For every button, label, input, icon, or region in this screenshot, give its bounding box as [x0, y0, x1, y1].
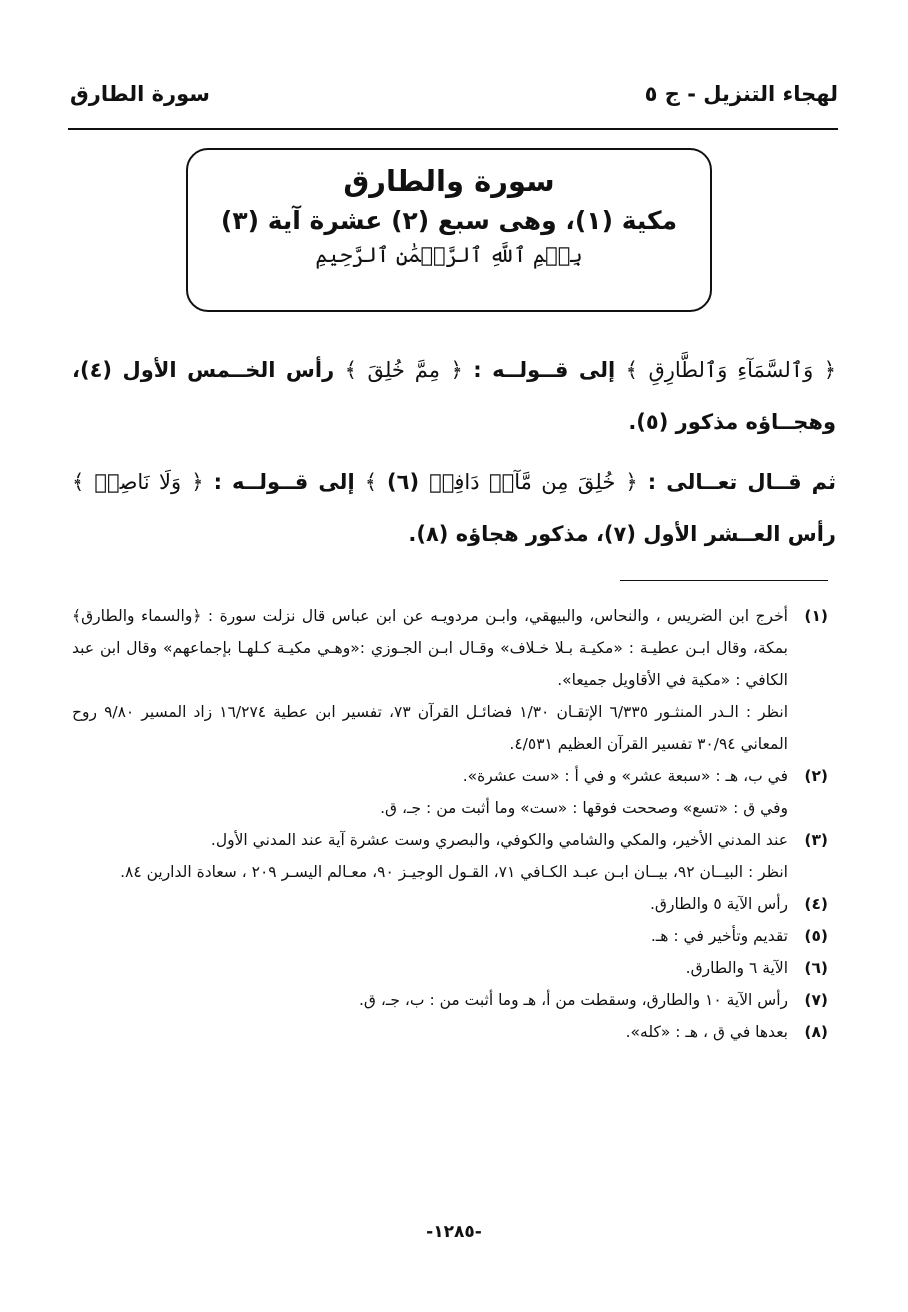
footnote-6	[72, 952, 828, 984]
quran-verse: مِمَّ خُلِقَ	[367, 358, 440, 382]
footnote-number: (٥)	[804, 927, 828, 945]
ornate-bracket-close: ﴾	[344, 358, 357, 382]
footnote-text: رأس الآية ٥ والطارق.	[650, 895, 788, 913]
ornate-bracket-open: ﴿	[823, 358, 837, 382]
footnote-text: أخرج ابن الضريس ، والنحاس، والبيهقي، وابـن مردويـه عن ابن عباس قال نزلت سورة : ﴿والسماء والطارق﴾ بمكة، وقال ابـن عطيـة : «مكيـة بـلا خـلاف» وقـال ابـن الجـوزي :«وهـي مكيـة كـلهـا بإجماعهم» وقال ابن عبد الكافي : «مكية في الأقاويل جميعا».	[72, 607, 788, 689]
footnote-text: رأس الآية ١٠ والطارق، وسقطت من أ، هـ وما أثبت من : ب، جـ، ق.	[359, 991, 788, 1009]
running-header	[70, 82, 838, 130]
footnote-text: عند المدني الأخير، والمكي والشامي والكوفي، والبصري وست عشرة آية عند المدني الأول.	[210, 831, 788, 849]
quran-verse: وَٱلسَّمَآءِ وَٱلطَّارِقِ	[648, 358, 814, 382]
footnote-separator	[620, 580, 828, 581]
quran-verse: وَلَا نَاصِرٖ	[94, 470, 182, 494]
header-book-title: لهجاء التنزيل - ج ٥	[644, 82, 838, 106]
paragraph-text: ثم قــال تعــالى :	[637, 470, 836, 494]
surah-subtitle: مكية (١)، وهى سبع (٢) عشرة آية (٣)	[220, 206, 678, 235]
paragraph-text: رأس العــشر الأول (٧)، مذكور هجاؤه (٨).	[408, 522, 836, 546]
footnote-8	[72, 1016, 828, 1048]
footnote-number: (٧)	[804, 991, 828, 1009]
footnote-number: (٦)	[804, 959, 828, 977]
paragraph-2	[72, 456, 836, 560]
footnote-text: انظر : الـدر المنثـور ٦/٣٣٥ الإتقـان ١/٣٠ فضائـل القرآن ٧٣، تفسير ابن عطية ١٦/٢٧٤ زاد المسير ٩/٨٠ روح المعاني ٣٠/٩٤ تفسير القرآن العظيم ٤/٥٣١.	[72, 703, 789, 753]
paragraph-1	[72, 344, 836, 448]
surah-title-box	[186, 148, 712, 312]
ornate-bracket-close: ﴾	[364, 470, 378, 494]
footnote-text: في ب، هـ : «سبعة عشر» و في أ : «ست عشرة».	[462, 767, 788, 785]
paragraph-text: إلى قــولــه :	[462, 358, 616, 382]
header-surah-name: سورة الطارق	[70, 82, 210, 106]
ornate-bracket-open: ﴿	[625, 470, 638, 494]
footnote-2	[72, 760, 828, 824]
footnotes	[72, 600, 828, 1048]
paragraph-text: رأس الخــمس الأول (٤)، وهجــاؤه مذكور (٥).	[72, 358, 836, 434]
basmala: بِسۡمِ ٱللَّهِ ٱلرَّحۡمَٰنِ ٱلرَّحِيمِ	[315, 243, 583, 267]
page-number: -١٢٨٥-	[426, 1222, 482, 1242]
footnote-number: (٣)	[804, 831, 828, 849]
footnote-ref: (٦)	[377, 470, 420, 494]
header-rule	[68, 128, 838, 130]
footnote-number: (٤)	[804, 895, 828, 913]
footnote-1	[72, 600, 828, 760]
ornate-bracket-close: ﴾	[625, 358, 638, 382]
footnote-number: (٢)	[804, 767, 828, 785]
ornate-bracket-open: ﴿	[450, 358, 463, 382]
footnote-number: (١)	[804, 607, 828, 625]
footnote-number: (٨)	[804, 1023, 828, 1041]
footnote-5	[72, 920, 828, 952]
footnote-4	[72, 888, 828, 920]
footnote-3	[72, 824, 828, 888]
footnote-7	[72, 984, 828, 1016]
footnote-text: بعدها في ق ، هـ : «كله».	[625, 1023, 788, 1041]
footnote-text: الآية ٦ والطارق.	[685, 959, 788, 977]
ornate-bracket-open: ﴿	[191, 470, 204, 494]
ornate-bracket-close: ﴾	[72, 470, 85, 494]
footnote-text: وفي ق : «تسع» وصححت فوقها : «ست» وما أثبت من : جـ، ق.	[380, 799, 788, 817]
footnote-text: تقديم وتأخير في : هـ.	[650, 927, 788, 945]
quran-verse: خُلِقَ مِن مَّآءٖ دَافِقٖ	[429, 470, 616, 494]
footnote-text: انظر : البيــان ٩٢، بيــان ابـن عبـد الكـافي ٧١، القـول الوجيـز ٩٠، معـالم اليسـر ٢٠٩ ، سعادة الدارين ٨٤.	[120, 863, 788, 881]
surah-title: سورة والطارق	[343, 164, 555, 198]
paragraph-text: إلى قــولــه :	[203, 470, 355, 494]
